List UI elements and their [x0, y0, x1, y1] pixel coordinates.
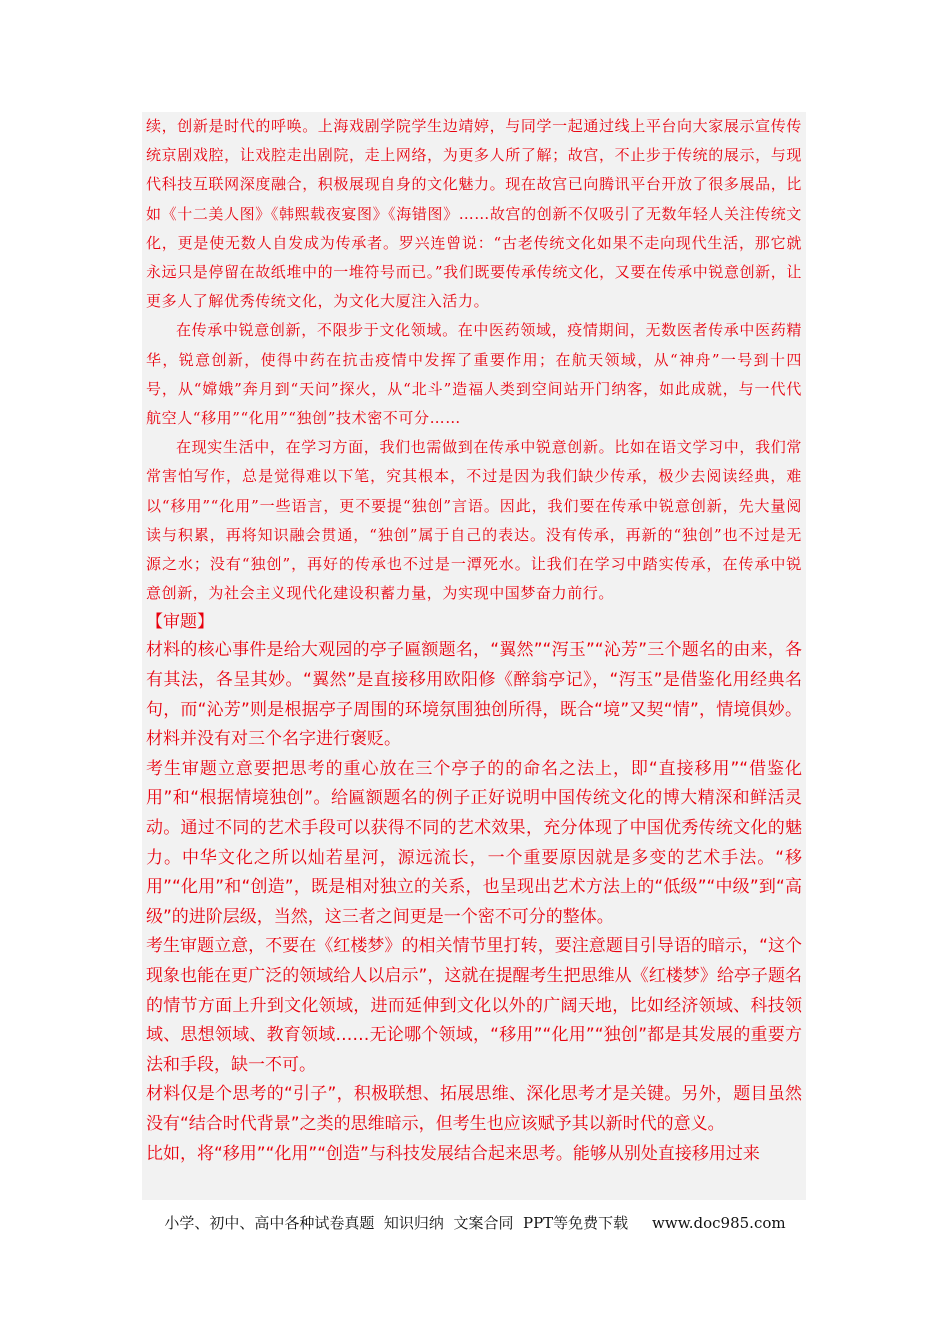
- analysis-paragraph: 考生审题立意要把思考的重心放在三个亭子的的命名之法上，即“直接移用”“借鉴化用”和“根据情境独创”。给匾额题名的例子正好说明中国传统文化的博大精深和鲜活灵动。通过不同的艺术手段可以获得不同的艺术效果，充分体现了中国优秀传统文化的魅力。中华文化之所以灿若星河，源远流长，一个重要原因就是多变的艺术手法。“移用”“化用”和“创造”，既是相对独立的关系，也呈现出艺术方法上的“低级”“中级”到“高级”的进阶层级，当然，这三者之间更是一个密不可分的整体。: [146, 758, 802, 927]
- document-body: [142, 112, 806, 1200]
- analysis-paragraph: 材料的核心事件是给大观园的亭子匾额题名，“翼然”“泻玉”“沁芳”三个题名的由来，各有其法，各呈其妙。“翼然”是直接移用欧阳修《醉翁亭记》，“泻玉”是借鉴化用经典名句，而“沁芳”则是根据亭子周围的环境氛围独创所得，既合“境”又契“情”，情境俱妙。材料并没有对三个名字进行褒贬。: [146, 640, 802, 750]
- analysis-paragraph: 材料仅是个思考的“引子”，积极联想、拓展思维、深化思考才是关键。另外，题目虽然没有“结合时代背景”之类的思维暗示，但考生也应该赋予其以新时代的意义。: [146, 1084, 802, 1134]
- sample-essay: [146, 112, 802, 608]
- analysis-heading: 【审题】: [146, 612, 214, 633]
- essay-paragraph: 续，创新是时代的呼唤。上海戏剧学院学生边靖婷，与同学一起通过线上平台向大家展示宣传传统京剧戏腔，让戏腔走出剧院，走上网络，为更多人所了解；故宫，不止步于传统的展示，与现代科技互联网深度融合，积极展现自身的文化魅力。现在故宫已向腾讯平台开放了很多展品，比如《十二美人图》《韩熙载夜宴图》《海错图》……故宫的创新不仅吸引了无数年轻人关注传统文化，更是使无数人自发成为传承者。罗兴连曾说：“古老传统文化如果不走向现代生活，那它就永远只是停留在故纸堆中的一堆符号而已。”我们既要传承传统文化，又要在传承中锐意创新，让更多人了解优秀传统文化，为文化大厦注入活力。: [146, 117, 802, 311]
- essay-paragraph: 在现实生活中，在学习方面，我们也需做到在传承中锐意创新。比如在语文学习中，我们常常害怕写作，总是觉得难以下笔，究其根本，不过是因为我们缺少传承，极少去阅读经典，难以“移用”“化用”一些语言，更不要提“独创”言语。因此，我们要在传承中锐意创新，先大量阅读与积累，再将知识融会贯通，“独创”属于自己的表达。没有传承，再新的“独创”也不过是无源之水；没有“独创”，再好的传承也不过是一潭死水。让我们在学习中踏实传承，在传承中锐意创新，为社会主义现代化建设积蓄力量，为实现中国梦奋力前行。: [146, 438, 802, 603]
- analysis-paragraph: 考生审题立意，不要在《红楼梦》的相关情节里打转，要注意题目引导语的暗示，“这个现象也能在更广泛的领域给人以启示”，这就在提醒考生把思维从《红楼梦》给亭子题名的情节方面上升到文化领域，进而延伸到文化以外的广阔天地，比如经济领域、科技领域、思想领域、教育领域……无论哪个领域，“移用”“化用”“独创”都是其发展的重要方法和手段，缺一不可。: [146, 936, 802, 1075]
- essay-paragraph: 在传承中锐意创新，不限步于文化领域。在中医药领域，疫情期间，无数医者传承中医药精华，锐意创新，使得中药在抗击疫情中发挥了重要作用；在航天领域，从“神舟”一号到十四号，从“嫦娥”奔月到“天问”探火，从“北斗”造福人类到空间站开门纳客，如此成就，与一代代航空人“移用”“化用”“独创”技术密不可分……: [146, 321, 802, 428]
- page-footer: 小学、初中、高中各种试卷真题 知识归纳 文案合同 PPT等免费下载 www.doc985.com: [164, 1214, 786, 1232]
- analysis-paragraph: 比如，将“移用”“化用”“创造”与科技发展结合起来思考。能够从别处直接移用过来: [146, 1143, 760, 1164]
- topic-analysis: [146, 608, 802, 1169]
